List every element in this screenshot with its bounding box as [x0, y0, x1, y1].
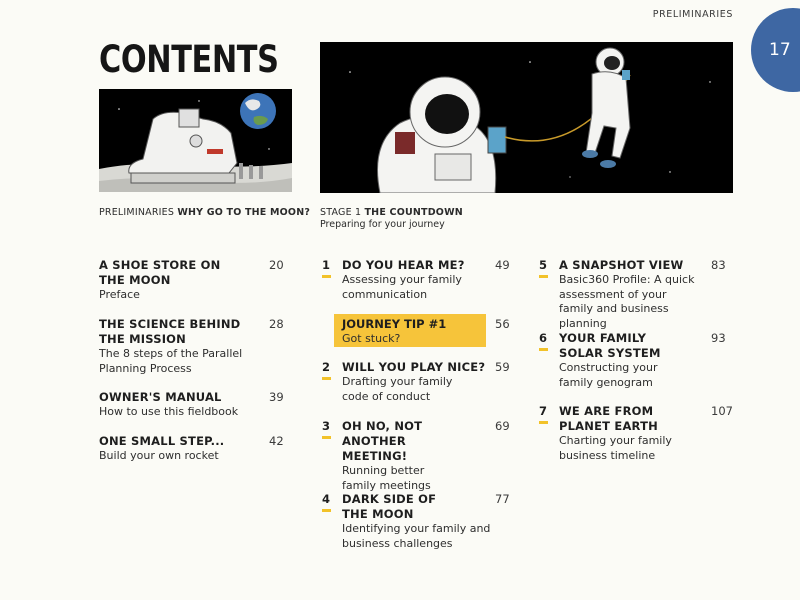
- chapter-number: 4: [322, 492, 336, 506]
- toc-entry-desc: How to use this fieldbook: [99, 405, 239, 418]
- journey-tip-box[interactable]: [334, 314, 486, 347]
- toc-entry-desc: The 8 steps of the Parallel Planning Process: [99, 347, 243, 375]
- chapter-page: 107: [711, 404, 733, 418]
- journey-tip-page: 56: [495, 317, 510, 331]
- toc-entry-small-step[interactable]: [99, 434, 284, 464]
- chapter-desc: Drafting your family code of conduct: [342, 375, 453, 403]
- chapter-number: 7: [539, 404, 553, 418]
- chapter-desc: Assessing your family communication: [342, 273, 462, 301]
- chapter-number: 1: [322, 258, 336, 272]
- journey-tip-desc: Got stuck?: [342, 332, 401, 345]
- chapter-desc: Basic360 Profile: A quick assessment of your family and business planning: [559, 273, 695, 330]
- toc-entry-page: 28: [269, 317, 284, 331]
- toc-entry-title: ONE SMALL STEP...: [99, 434, 225, 448]
- toc-entry-science[interactable]: [99, 317, 284, 376]
- stage-caption-title: THE COUNTDOWN: [364, 207, 463, 218]
- toc-entry-page: 39: [269, 390, 284, 404]
- toc-entry-title: THE SCIENCE BEHIND THE MISSION: [99, 317, 241, 346]
- chapter-title: OH NO, NOT ANOTHER MEETING!: [342, 419, 423, 463]
- chapter-title: YOUR FAMILY SOLAR SYSTEM: [559, 331, 661, 360]
- chapter-page: 59: [495, 360, 510, 374]
- astronauts-space-illustration: [320, 42, 733, 193]
- toc-entry-page: 42: [269, 434, 284, 448]
- chapter-desc: Charting your family business timeline: [559, 434, 672, 462]
- journey-tip-title: JOURNEY TIP #1: [342, 317, 447, 331]
- chapter-title: DO YOU HEAR ME?: [342, 258, 465, 272]
- chapter-number: 5: [539, 258, 553, 272]
- chapter-desc: Identifying your family and business challenges: [342, 522, 491, 550]
- sneaker-moon-illustration: [99, 89, 292, 192]
- preliminaries-caption-prefix: PRELIMINARIES: [99, 207, 175, 218]
- toc-entry-desc: Build your own rocket: [99, 449, 219, 462]
- chapter-title: DARK SIDE OF THE MOON: [342, 492, 437, 521]
- toc-chapter-6[interactable]: [539, 331, 726, 390]
- chapter-title: WILL YOU PLAY NICE?: [342, 360, 486, 374]
- toc-entry-owners-manual[interactable]: [99, 390, 284, 420]
- toc-entry-page: 20: [269, 258, 284, 272]
- toc-entry-desc: Preface: [99, 288, 140, 301]
- toc-entry-title: A SHOE STORE ON THE MOON: [99, 258, 221, 287]
- toc-chapter-5[interactable]: [539, 258, 726, 331]
- preliminaries-caption-title: WHY GO TO THE MOON?: [177, 207, 311, 218]
- chapter-page: 93: [711, 331, 726, 345]
- toc-chapter-1[interactable]: [322, 258, 510, 302]
- page-number: 17: [769, 40, 791, 60]
- chapter-desc: Constructing your family genogram: [559, 361, 658, 389]
- chapter-page: 77: [495, 492, 510, 506]
- preliminaries-caption: [99, 207, 310, 218]
- toc-chapter-4[interactable]: [322, 492, 510, 551]
- chapter-page: 69: [495, 419, 510, 433]
- chapter-desc: Running better family meetings: [342, 464, 431, 492]
- page-title: CONTENTS: [99, 38, 279, 81]
- chapter-page: 49: [495, 258, 510, 272]
- chapter-title: A SNAPSHOT VIEW: [559, 258, 684, 272]
- toc-chapter-7[interactable]: [539, 404, 733, 463]
- page-number-tab: [751, 8, 800, 92]
- toc-entry-title: OWNER'S MANUAL: [99, 390, 222, 404]
- stage-caption: [320, 207, 463, 230]
- chapter-number: 2: [322, 360, 336, 374]
- running-head: PRELIMINARIES: [652, 9, 733, 20]
- chapter-number: 6: [539, 331, 553, 345]
- stage-caption-prefix: STAGE 1: [320, 207, 362, 218]
- chapter-page: 83: [711, 258, 726, 272]
- chapter-number: 3: [322, 419, 336, 433]
- toc-chapter-3[interactable]: [322, 419, 510, 493]
- toc-chapter-2[interactable]: [322, 360, 510, 404]
- chapter-title: WE ARE FROM PLANET EARTH: [559, 404, 658, 433]
- toc-entry-shoe-store[interactable]: [99, 258, 284, 303]
- stage-caption-subtitle: Preparing for your journey: [320, 219, 445, 230]
